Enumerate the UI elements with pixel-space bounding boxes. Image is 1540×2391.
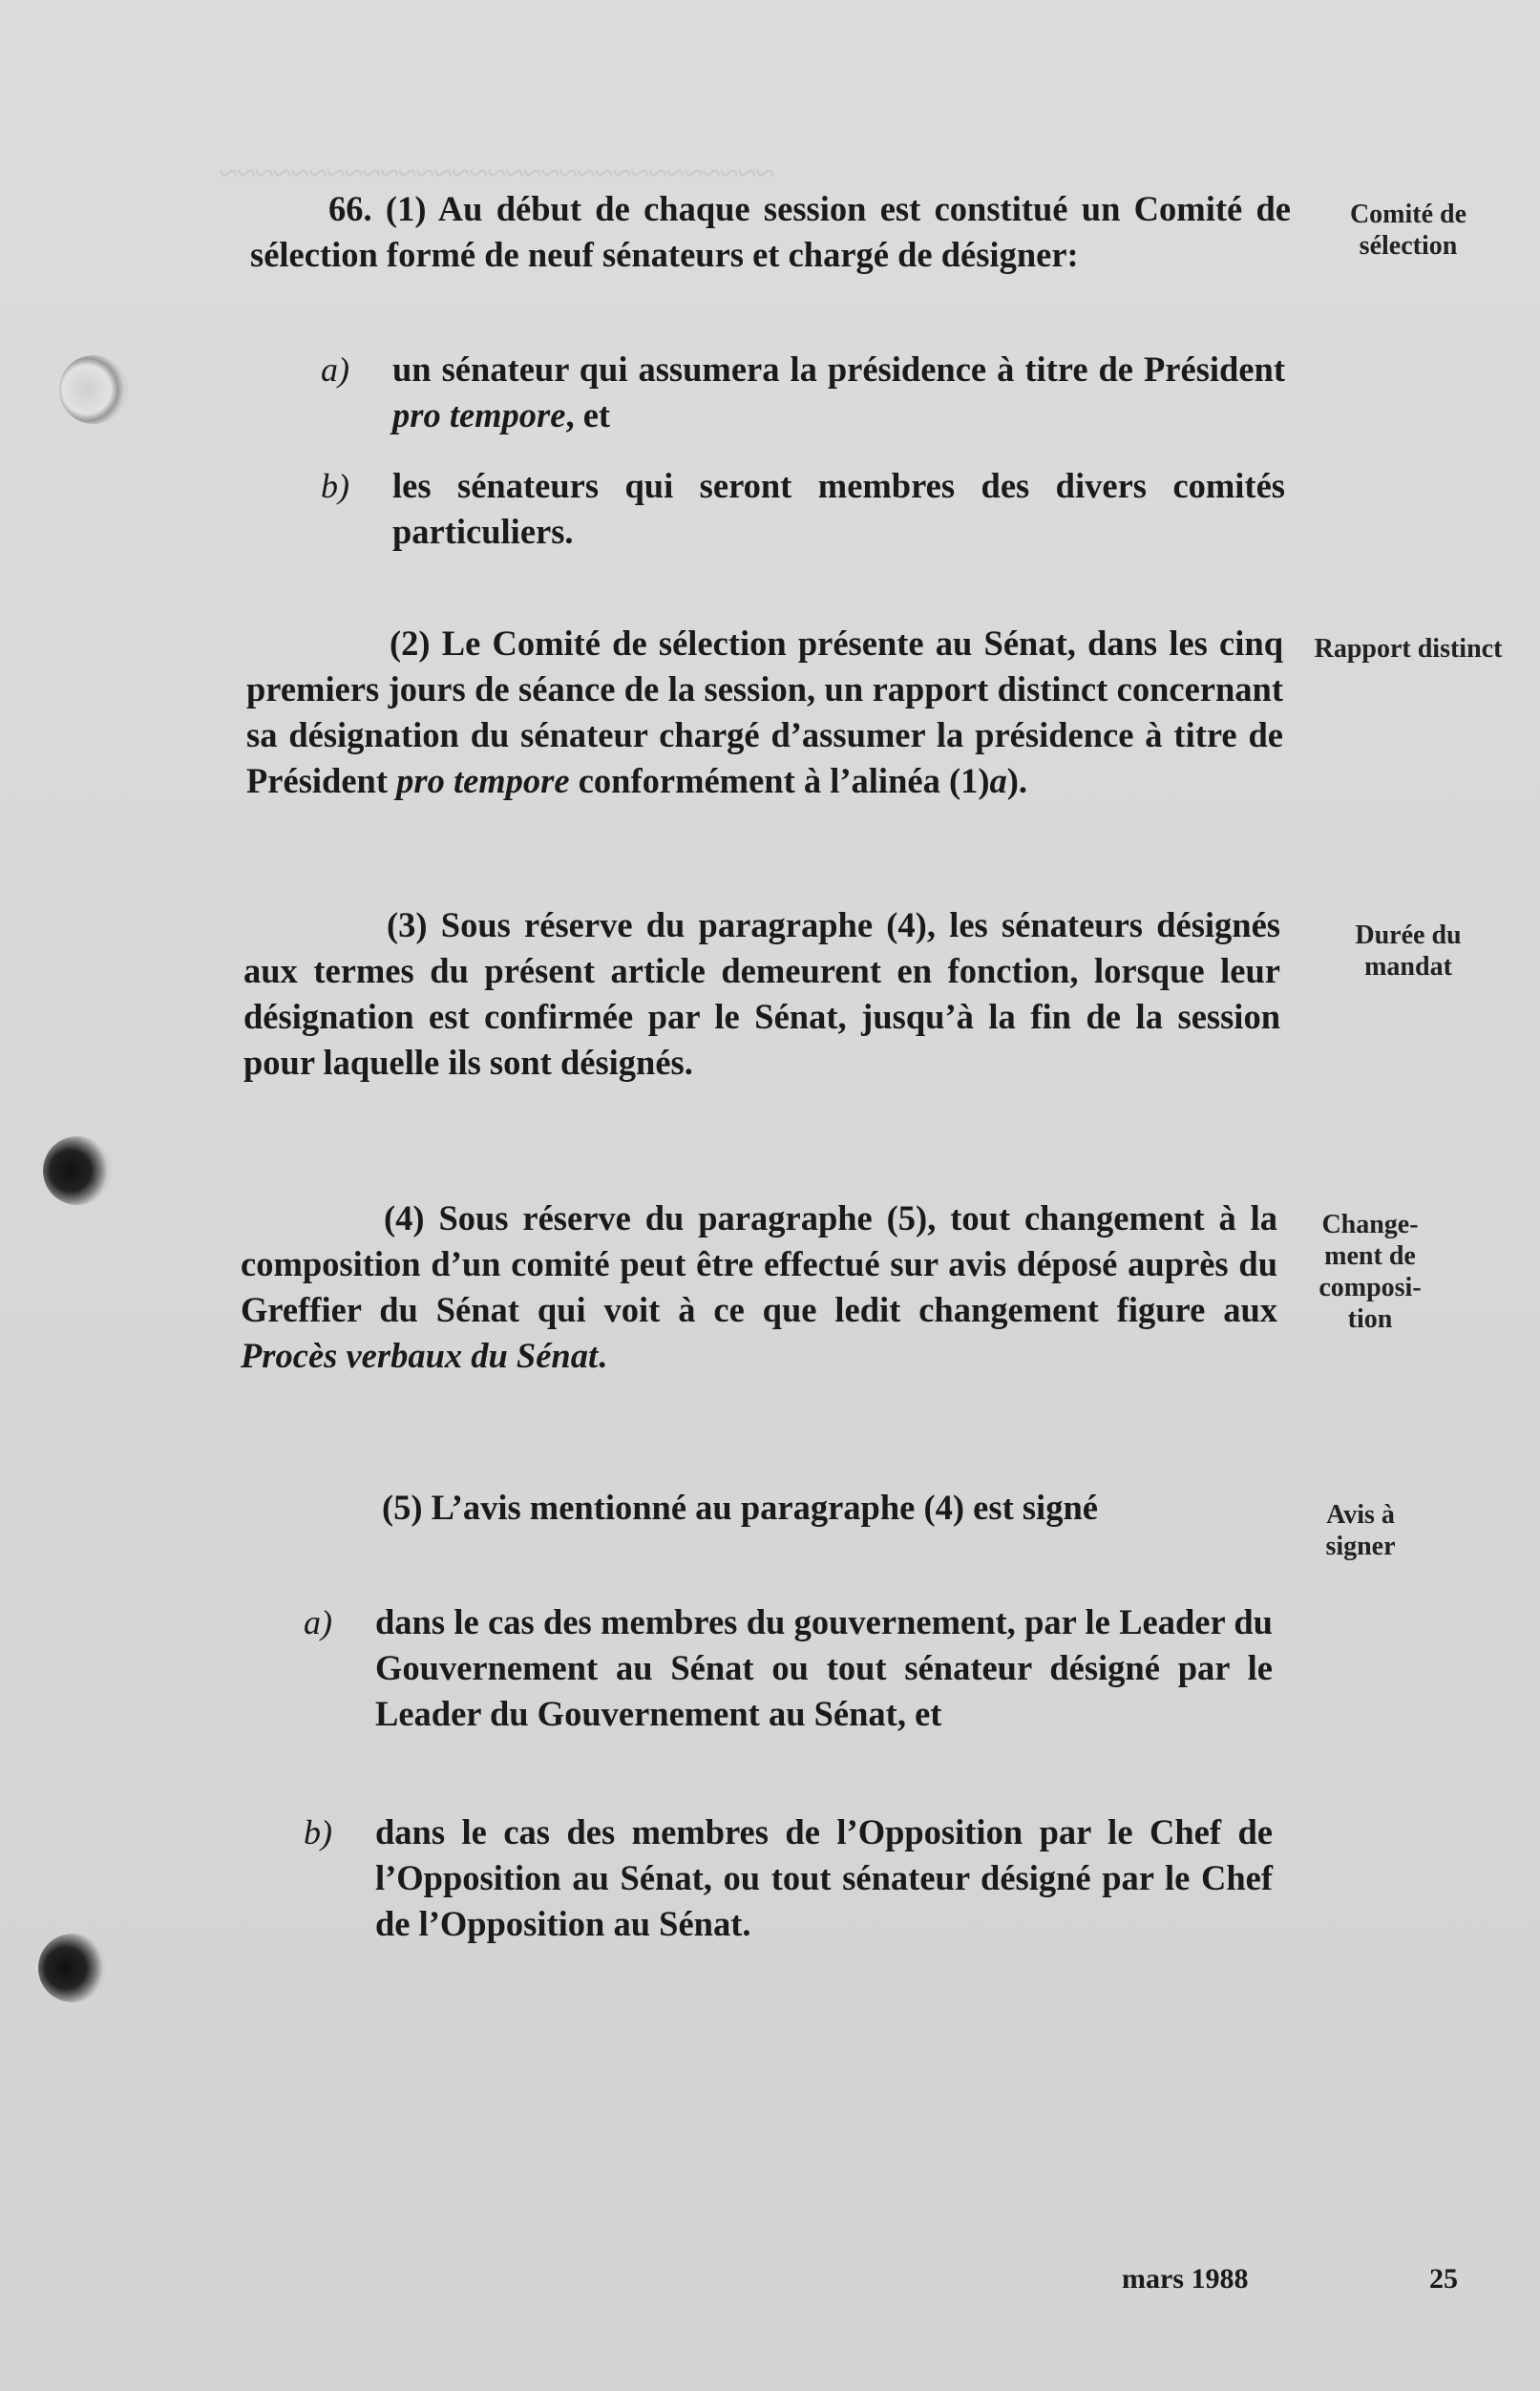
item-text-italic: pro tempore	[392, 395, 566, 434]
margin-note: Durée du mandat	[1355, 920, 1462, 982]
item-text: les sénateurs qui seront membres des divers comités particuliers.	[392, 466, 1285, 551]
paragraph-1-text: (1) Au début de chaque session est constitué un Comité de sélection formé de neuf sénateurs et chargé de désigner:	[250, 189, 1291, 274]
item-marker: b)	[304, 1813, 332, 1851]
paragraph-2	[246, 621, 1283, 804]
punch-hole-icon	[38, 1934, 107, 2002]
paragraph-2-italic-ref: a	[989, 761, 1007, 800]
margin-note: Rapport distinct	[1314, 634, 1503, 664]
show-through-text: ~~~~~~~~~~~~~~~~~~~~~~~~~~~~~~~	[220, 154, 774, 192]
item-text: un sénateur qui assumera la présidence à titre de Président	[392, 349, 1285, 389]
item-text: dans le cas des membres du gouvernement, par le Leader du Gouvernement au Sénat ou tout sénateur désigné par le Leader du Gouvernement au Sénat, et	[375, 1602, 1273, 1733]
item-text: dans le cas des membres de l’Opposition par le Chef de l’Opposition au Sénat, ou tout sénateur désigné par le Chef de l’Opposition au Sénat.	[375, 1812, 1273, 1943]
item-marker: b)	[321, 467, 349, 505]
section-number: 66.	[328, 189, 372, 228]
margin-note: Avis à signer	[1325, 1500, 1396, 1561]
paragraph-2-text-cont: conformément à l’alinéa (1)	[569, 761, 990, 800]
punch-hole-icon	[59, 355, 128, 424]
item-marker: a)	[304, 1603, 332, 1641]
paragraph-4-text: (4) Sous réserve du paragraphe (5), tout changement à la composition d’un comité peut être effectué sur avis déposé auprès du Greffier du Sénat qui voit à ce que ledit changement figure aux	[241, 1198, 1277, 1329]
punch-hole-icon	[43, 1136, 112, 1205]
paragraph-4-end: .	[598, 1336, 607, 1375]
paragraph-5: (5) L’avis mentionné au paragraphe (4) est signé	[382, 1488, 1098, 1527]
paragraph-3: (3) Sous réserve du paragraphe (4), les sénateurs désignés aux termes du présent article demeurent en fonction, lorsque leur désignation est confirmée par le Sénat, jusqu’à la fin de la session pour laquelle ils sont désignés.	[243, 905, 1280, 1082]
paragraph-4-italic: Procès verbaux du Sénat	[241, 1336, 599, 1375]
paragraph-1	[250, 186, 1291, 278]
item-marker: a)	[321, 350, 349, 389]
margin-note: Change-ment de composi-tion	[1318, 1210, 1422, 1334]
paragraph-2-text: (2) Le Comité de sélection présente au Sénat, dans les cinq premiers jours de séance de la session, un rapport distinct concernant sa désignation du sénateur chargé d’assumer la présidence à titre de Président	[246, 624, 1283, 800]
footer-date: mars 1988	[1122, 2263, 1249, 2295]
paragraph-2-italic: pro tempore	[396, 761, 570, 800]
page-number: 25	[1429, 2263, 1458, 2295]
margin-note: Comité de sélection	[1349, 200, 1467, 261]
paragraph-4	[241, 1196, 1277, 1379]
item-text-end: , et	[565, 395, 611, 434]
paragraph-2-end: ).	[1006, 761, 1028, 800]
